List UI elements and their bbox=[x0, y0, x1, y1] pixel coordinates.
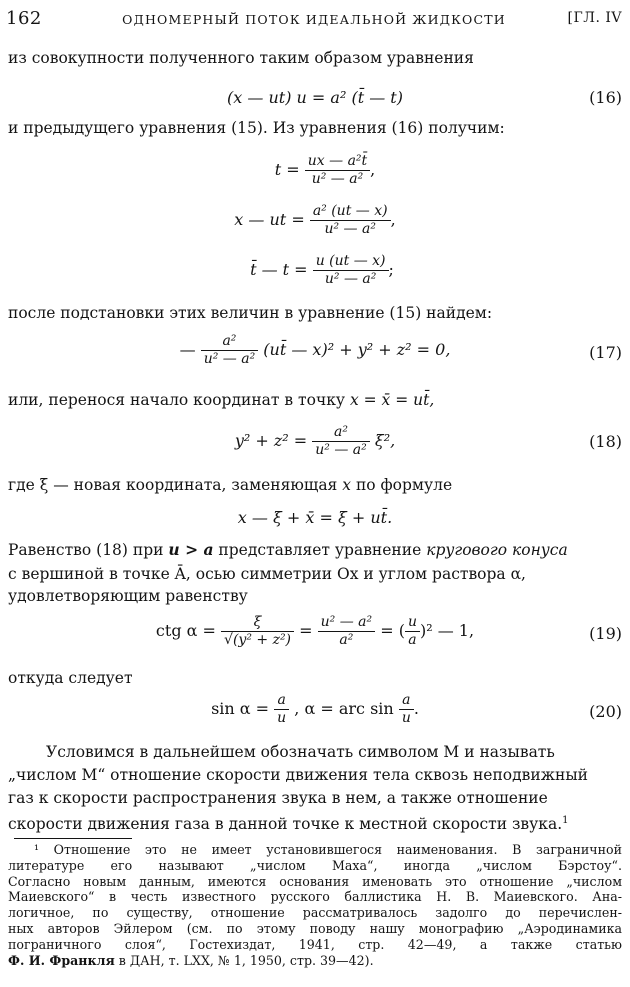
equation-x-ut: x — ut = $\frac{\text{a² (ut — x)}}{\text{u² — a²}}$ , bbox=[234, 203, 396, 237]
paragraph-line: Равенство (18) при u > a представляет уравнение кругового конуса bbox=[8, 540, 568, 559]
footnote-line: ¹ Отношение это не имеет установившегося наименования. В заграничной bbox=[34, 842, 622, 857]
fraction: $\frac{a}{u}$ bbox=[274, 692, 289, 727]
fraction: $\frac{u}{a}$ bbox=[405, 614, 420, 649]
paragraph-line: где ξ — новая координата, заменяющая x по формуле bbox=[8, 476, 453, 494]
footnote-line: ных авторов Эйлером (см. по этому поводу нашу монографию „Аэродинамика bbox=[8, 920, 622, 936]
equation-number-17: (17) bbox=[589, 343, 622, 362]
equation-18: y² + z² = $\frac{\text{a²}}{\text{u² — a²}}$ ξ², bbox=[234, 424, 396, 458]
equation-20: sin α = $\frac{a}{u}$ , α = arc sin $\frac{a}{u}$ . bbox=[211, 692, 419, 726]
footnote-line: Маиевского“ в честь известного русского баллистика Н. В. Маиевского. Ана- bbox=[8, 889, 622, 905]
footnote-divider bbox=[14, 838, 132, 839]
equation-number-20: (20) bbox=[589, 702, 622, 721]
fraction: $\frac{u (ut — x)}{\text{u² — a²}}$ bbox=[313, 253, 389, 288]
paragraph-line: и предыдущего уравнения (15). Из уравнения (16) получим: bbox=[8, 119, 505, 137]
paragraph-line: или, перенося начало координат в точку x = x̄ = ut̄, bbox=[8, 391, 435, 409]
footnote-line: Согласно новым данным, имеются основания именовать это отношение „числом bbox=[8, 873, 622, 889]
paragraph-line: удовлетворяющим равенству bbox=[8, 587, 248, 605]
paragraph-line: откуда следует bbox=[8, 669, 133, 687]
footnote-line: пограничного слоя“, Гостехиздат, 1941, стр. 42—49, а также статью bbox=[8, 936, 622, 952]
equation-xi: x — ξ + x̄ = ξ + ut̄. bbox=[237, 508, 393, 527]
footnote-line: Ф. И. Франкля в ДАН, т. LXX, № 1, 1950, стр. 39—42). bbox=[8, 952, 374, 968]
footnote-line: литературе его называют „числом Маха“, иногда „числом Бэрстоу“. bbox=[8, 857, 622, 873]
chapter-label: [ГЛ. IV bbox=[567, 10, 622, 26]
equation-number-16: (16) bbox=[589, 88, 622, 107]
equation-tbar: t̄ — t = $\frac{u (ut — x)}{\text{u² — a²}}$ ; bbox=[250, 253, 394, 287]
paragraph-line: „числом М“ отношение скорости движения тела сквозь неподвижный bbox=[8, 766, 588, 784]
equation-number-19: (19) bbox=[589, 624, 622, 643]
equation-19: ctg α = $\frac{\xi}{\text{√(y² + z²)}}$ = $\frac{\text{u² — a²}}{\text{a²}}$ = ( $\frac{u}{a}$ )² — 1, bbox=[155, 614, 475, 648]
page-number: 162 bbox=[6, 8, 42, 29]
equation-16: (x — ut) u = a² (t̄ — t) bbox=[227, 88, 403, 107]
running-title: ОДНОМЕРНЫЙ ПОТОК ИДЕАЛЬНОЙ ЖИДКОСТИ bbox=[122, 12, 506, 27]
paragraph-line: газ к скорости распространения звука в нем, а также отношение bbox=[8, 789, 548, 807]
paragraph-line: с вершиной в точке Ā, осью симметрии Ox и углом раствора α, bbox=[8, 565, 526, 583]
paragraph-line: после подстановки этих величин в уравнение (15) найдем: bbox=[8, 304, 493, 322]
fraction: $\frac{\text{a² (ut — x)}}{\text{u² — a²}}$ bbox=[310, 203, 391, 238]
equation-17: — $\frac{\text{a²}}{\text{u² — a²}}$ (ut̄ — x)² + y² + z² = 0, bbox=[179, 333, 451, 367]
equation-t: t = $\frac{\text{ux — a²t̄}}{\text{u² — a²}}$ , bbox=[274, 153, 376, 187]
footnote-line: логичное, по существу, отношение рассматривалось задолго до перечислен- bbox=[8, 905, 622, 921]
equation-number-18: (18) bbox=[589, 432, 622, 451]
fraction: $\frac{\text{u² — a²}}{\text{a²}}$ bbox=[318, 614, 376, 649]
fraction: $\frac{\xi}{\text{√(y² + z²)}}$ bbox=[221, 614, 294, 649]
paragraph-line: Условимся в дальнейшем обозначать символом М и называть bbox=[46, 743, 555, 761]
fraction: $\frac{a}{u}$ bbox=[399, 692, 414, 727]
footnote-marker: 1 bbox=[562, 815, 569, 826]
paragraph-line: скорости движения газа в данной точке к местной скорости звука.$^1$ bbox=[8, 815, 569, 834]
page-header bbox=[6, 6, 622, 34]
fraction: $\frac{\text{a²}}{\text{u² — a²}}$ bbox=[312, 424, 370, 459]
fraction: $\frac{\text{a²}}{\text{u² — a²}}$ bbox=[201, 333, 259, 368]
footnote bbox=[8, 842, 622, 968]
fraction: $\frac{\text{ux — a²t̄}}{\text{u² — a²}}$ bbox=[305, 153, 370, 188]
paragraph-line: из совокупности полученного таким образом уравнения bbox=[8, 49, 474, 67]
